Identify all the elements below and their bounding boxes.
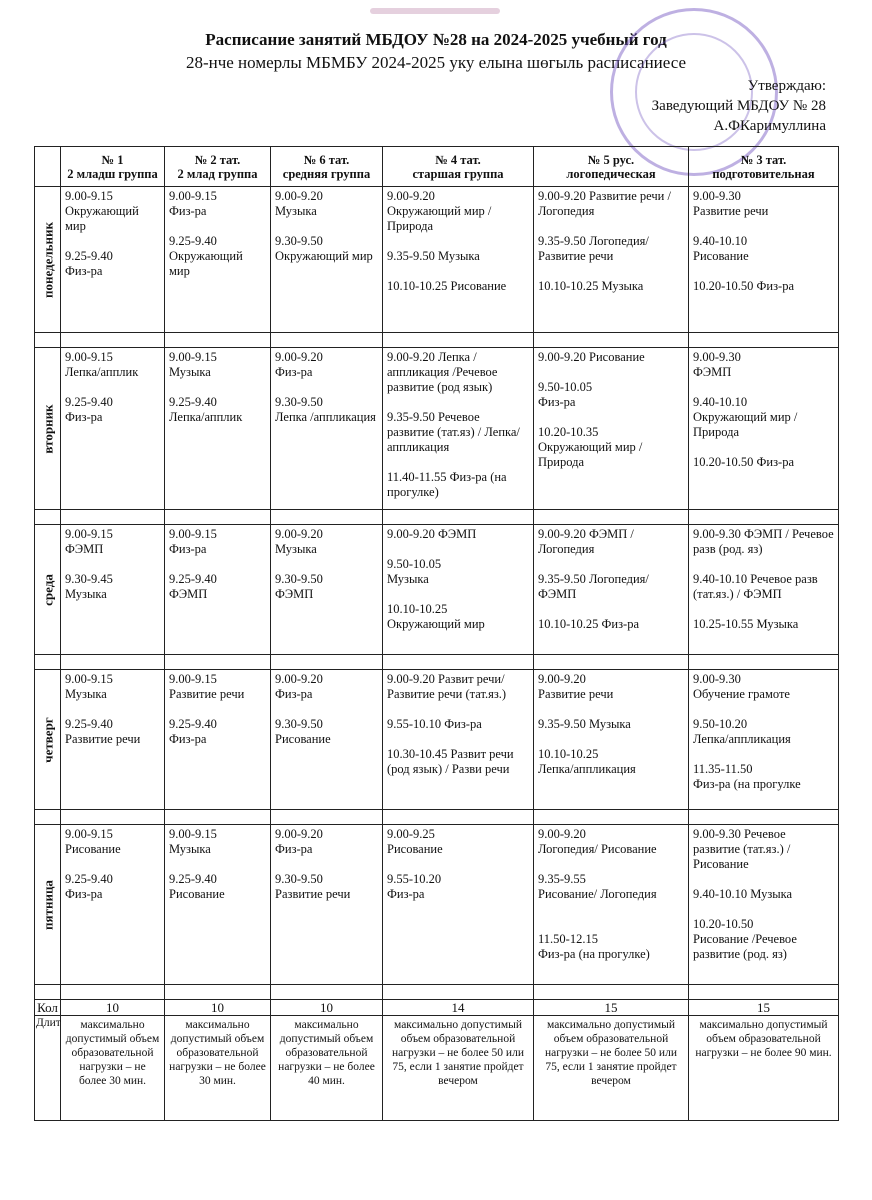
schedule-cell: 9.00-9.15 Лепка/апплик 9.25-9.40 Физ-ра [61, 348, 165, 510]
schedule-cell: 9.00-9.20 Физ-ра 9.30-9.50 Развитие речи [271, 825, 383, 985]
ink-smudge [370, 8, 500, 14]
spacer-cell [165, 655, 271, 670]
spacer-cell [383, 333, 534, 348]
schedule-cell: 9.00-9.15 Музыка 9.25-9.40 Развитие речи [61, 670, 165, 810]
lesson-count-row [35, 1000, 839, 1016]
spacer-cell [271, 985, 383, 1000]
spacer-row [35, 333, 839, 348]
schedule-cell: 9.00-9.15 ФЭМП 9.30-9.45 Музыка [61, 525, 165, 655]
spacer-cell [534, 333, 689, 348]
day-row [35, 525, 839, 655]
spacer-row [35, 810, 839, 825]
schedule-cell: 9.00-9.20 Развитие речи /Логопедия 9.35-9.50 Логопедия/ Развитие речи 10.10-10.25 Музыка [534, 187, 689, 333]
day-label-cell [35, 348, 61, 510]
schedule-cell: 9.00-9.15 Музыка 9.25-9.40 Лепка/апплик [165, 348, 271, 510]
spacer-cell [271, 810, 383, 825]
schedule-cell: 9.00-9.20 ФЭМП 9.50-10.05 Музыка 10.10-10.25 Окружающий мир [383, 525, 534, 655]
spacer-cell [534, 655, 689, 670]
schedule-cell: 9.00-9.15 Музыка 9.25-9.40 Рисование [165, 825, 271, 985]
spacer-cell [61, 333, 165, 348]
schedule-cell: 9.00-9.30 ФЭМП / Речевое разв (род. яз) 9.40-10.10 Речевое разв (тат.яз.) / ФЭМП 10.25-10.55 Музыка [689, 525, 839, 655]
day-row [35, 825, 839, 985]
schedule-cell: 9.00-9.20 Развит речи/ Развитие речи (тат.яз.) 9.55-10.10 Физ-ра 10.30-10.45 Развит речи (род язык) / Разви речи [383, 670, 534, 810]
lesson-count: 15 [689, 1000, 839, 1016]
day-label: вторник [40, 403, 55, 454]
load-limit-note: максимально допустимый объем образовательной нагрузки – не более 90 мин. [689, 1016, 839, 1121]
spacer-row [35, 655, 839, 670]
schedule-cell: 9.00-9.15 Окружающий мир 9.25-9.40 Физ-ра [61, 187, 165, 333]
group-header: № 2 тат. 2 млад группа [165, 147, 271, 187]
spacer-cell [271, 510, 383, 525]
spacer-cell [689, 333, 839, 348]
spacer-cell [383, 810, 534, 825]
spacer-row [35, 985, 839, 1000]
spacer-cell [689, 985, 839, 1000]
spacer-cell [689, 810, 839, 825]
schedule-cell: 9.00-9.20 ФЭМП /Логопедия 9.35-9.50 Логопедия/ ФЭМП 10.10-10.25 Физ-ра [534, 525, 689, 655]
lesson-count: 10 [271, 1000, 383, 1016]
spacer-cell [165, 810, 271, 825]
day-label-cell [35, 670, 61, 810]
day-row [35, 670, 839, 810]
spacer-cell [35, 655, 61, 670]
group-header: № 1 2 младш группа [61, 147, 165, 187]
schedule-table [34, 146, 839, 1121]
spacer-cell [61, 655, 165, 670]
load-limit-note: максимально допустимый объем образовательной нагрузки – не более 50 или 75, если 1 занятие пройдет вечером [383, 1016, 534, 1121]
spacer-cell [35, 810, 61, 825]
spacer-cell [383, 510, 534, 525]
lesson-count: 10 [61, 1000, 165, 1016]
day-label: понедельник [40, 221, 55, 298]
approval-line-1: Утверждаю: [747, 78, 826, 94]
schedule-cell: 9.00-9.15 Развитие речи 9.25-9.40 Физ-ра [165, 670, 271, 810]
schedule-cell: 9.00-9.20 Логопедия/ Рисование 9.35-9.55 Рисование/ Логопедия 11.50-12.15 Физ-ра (на прогулке) [534, 825, 689, 985]
spacer-cell [534, 985, 689, 1000]
group-header-row [35, 147, 839, 187]
spacer-cell [61, 985, 165, 1000]
schedule-cell: 9.00-9.25 Рисование 9.55-10.20 Физ-ра [383, 825, 534, 985]
lesson-count: 14 [383, 1000, 534, 1016]
spacer-cell [165, 985, 271, 1000]
schedule-cell: 9.00-9.30 Развитие речи 9.40-10.10 Рисование 10.20-10.50 Физ-ра [689, 187, 839, 333]
schedule-cell: 9.00-9.20 Лепка /аппликация /Речевое развитие (род язык) 9.35-9.50 Речевое развитие (тат.яз) / Лепка/аппликация 11.40-11.55 Физ-ра (на прогулке) [383, 348, 534, 510]
group-header: № 4 тат. старшая группа [383, 147, 534, 187]
day-row [35, 348, 839, 510]
duration-label: Длит [35, 1016, 61, 1121]
corner-cell [35, 147, 61, 187]
load-limit-note: максимально допустимый объем образовательной нагрузки – не более 30 мин. [61, 1016, 165, 1121]
schedule-cell: 9.00-9.15 Физ-ра 9.25-9.40 Окружающий мир [165, 187, 271, 333]
schedule-cell: 9.00-9.15 Рисование 9.25-9.40 Физ-ра [61, 825, 165, 985]
spacer-cell [61, 510, 165, 525]
spacer-cell [35, 510, 61, 525]
schedule-cell: 9.00-9.30 Речевое развитие (тат.яз.) / Рисование 9.40-10.10 Музыка 10.20-10.50 Рисование /Речевое развитие (род. яз) [689, 825, 839, 985]
day-label: пятница [40, 879, 55, 930]
day-label-cell [35, 187, 61, 333]
day-label-cell [35, 825, 61, 985]
spacer-cell [383, 985, 534, 1000]
spacer-cell [689, 510, 839, 525]
day-label: четверг [40, 716, 55, 763]
schedule-cell: 9.00-9.20 Окружающий мир / Природа 9.35-9.50 Музыка 10.10-10.25 Рисование [383, 187, 534, 333]
spacer-cell [61, 810, 165, 825]
schedule-cell: 9.00-9.30 Обучение грамоте 9.50-10.20 Лепка/аппликация 11.35-11.50 Физ-ра (на прогулке [689, 670, 839, 810]
lesson-count: 15 [534, 1000, 689, 1016]
day-label: среда [40, 573, 55, 606]
group-header: № 3 тат. подготовительная [689, 147, 839, 187]
day-label-cell [35, 525, 61, 655]
spacer-cell [271, 333, 383, 348]
schedule-cell: 9.00-9.20 Физ-ра 9.30-9.50 Рисование [271, 670, 383, 810]
schedule-cell: 9.00-9.20 Рисование 9.50-10.05 Физ-ра 10.20-10.35 Окружающий мир / Природа [534, 348, 689, 510]
approval-line-2: Заведующий МБДОУ № 28 [651, 98, 826, 114]
approval-block [652, 76, 826, 136]
lesson-count: 10 [165, 1000, 271, 1016]
spacer-cell [35, 333, 61, 348]
count-label: Кол [35, 1000, 61, 1016]
load-limit-note: максимально допустимый объем образовательной нагрузки – не более 30 мин. [165, 1016, 271, 1121]
load-limit-note: максимально допустимый объем образовательной нагрузки – не более 50 или 75, если 1 занятие пройдет вечером [534, 1016, 689, 1121]
spacer-cell [165, 510, 271, 525]
schedule-cell: 9.00-9.30 ФЭМП 9.40-10.10 Окружающий мир / Природа 10.20-10.50 Физ-ра [689, 348, 839, 510]
day-row [35, 187, 839, 333]
spacer-cell [271, 655, 383, 670]
schedule-cell: 9.00-9.20 Музыка 9.30-9.50 ФЭМП [271, 525, 383, 655]
spacer-cell [534, 810, 689, 825]
document-title: Расписание занятий МБДОУ №28 на 2024-2025 учебный год [205, 30, 667, 49]
spacer-cell [534, 510, 689, 525]
load-limit-note: максимально допустимый объем образовательной нагрузки – не более 40 мин. [271, 1016, 383, 1121]
document-subtitle: 28-нче номерлы МБМБУ 2024-2025 уку елына шөгыль расписаниесе [185, 53, 687, 72]
spacer-row [35, 510, 839, 525]
group-header: № 5 рус. логопедическая [534, 147, 689, 187]
spacer-cell [689, 655, 839, 670]
spacer-cell [165, 333, 271, 348]
spacer-cell [35, 985, 61, 1000]
schedule-cell: 9.00-9.20 Физ-ра 9.30-9.50 Лепка /аппликация [271, 348, 383, 510]
approval-line-3: А.ФКаримуллина [713, 118, 826, 134]
schedule-cell: 9.00-9.20 Развитие речи 9.35-9.50 Музыка 10.10-10.25 Лепка/аппликация [534, 670, 689, 810]
schedule-cell: 9.00-9.20 Музыка 9.30-9.50 Окружающий мир [271, 187, 383, 333]
load-limit-row [35, 1016, 839, 1121]
schedule-cell: 9.00-9.15 Физ-ра 9.25-9.40 ФЭМП [165, 525, 271, 655]
group-header: № 6 тат. средняя группа [271, 147, 383, 187]
spacer-cell [383, 655, 534, 670]
